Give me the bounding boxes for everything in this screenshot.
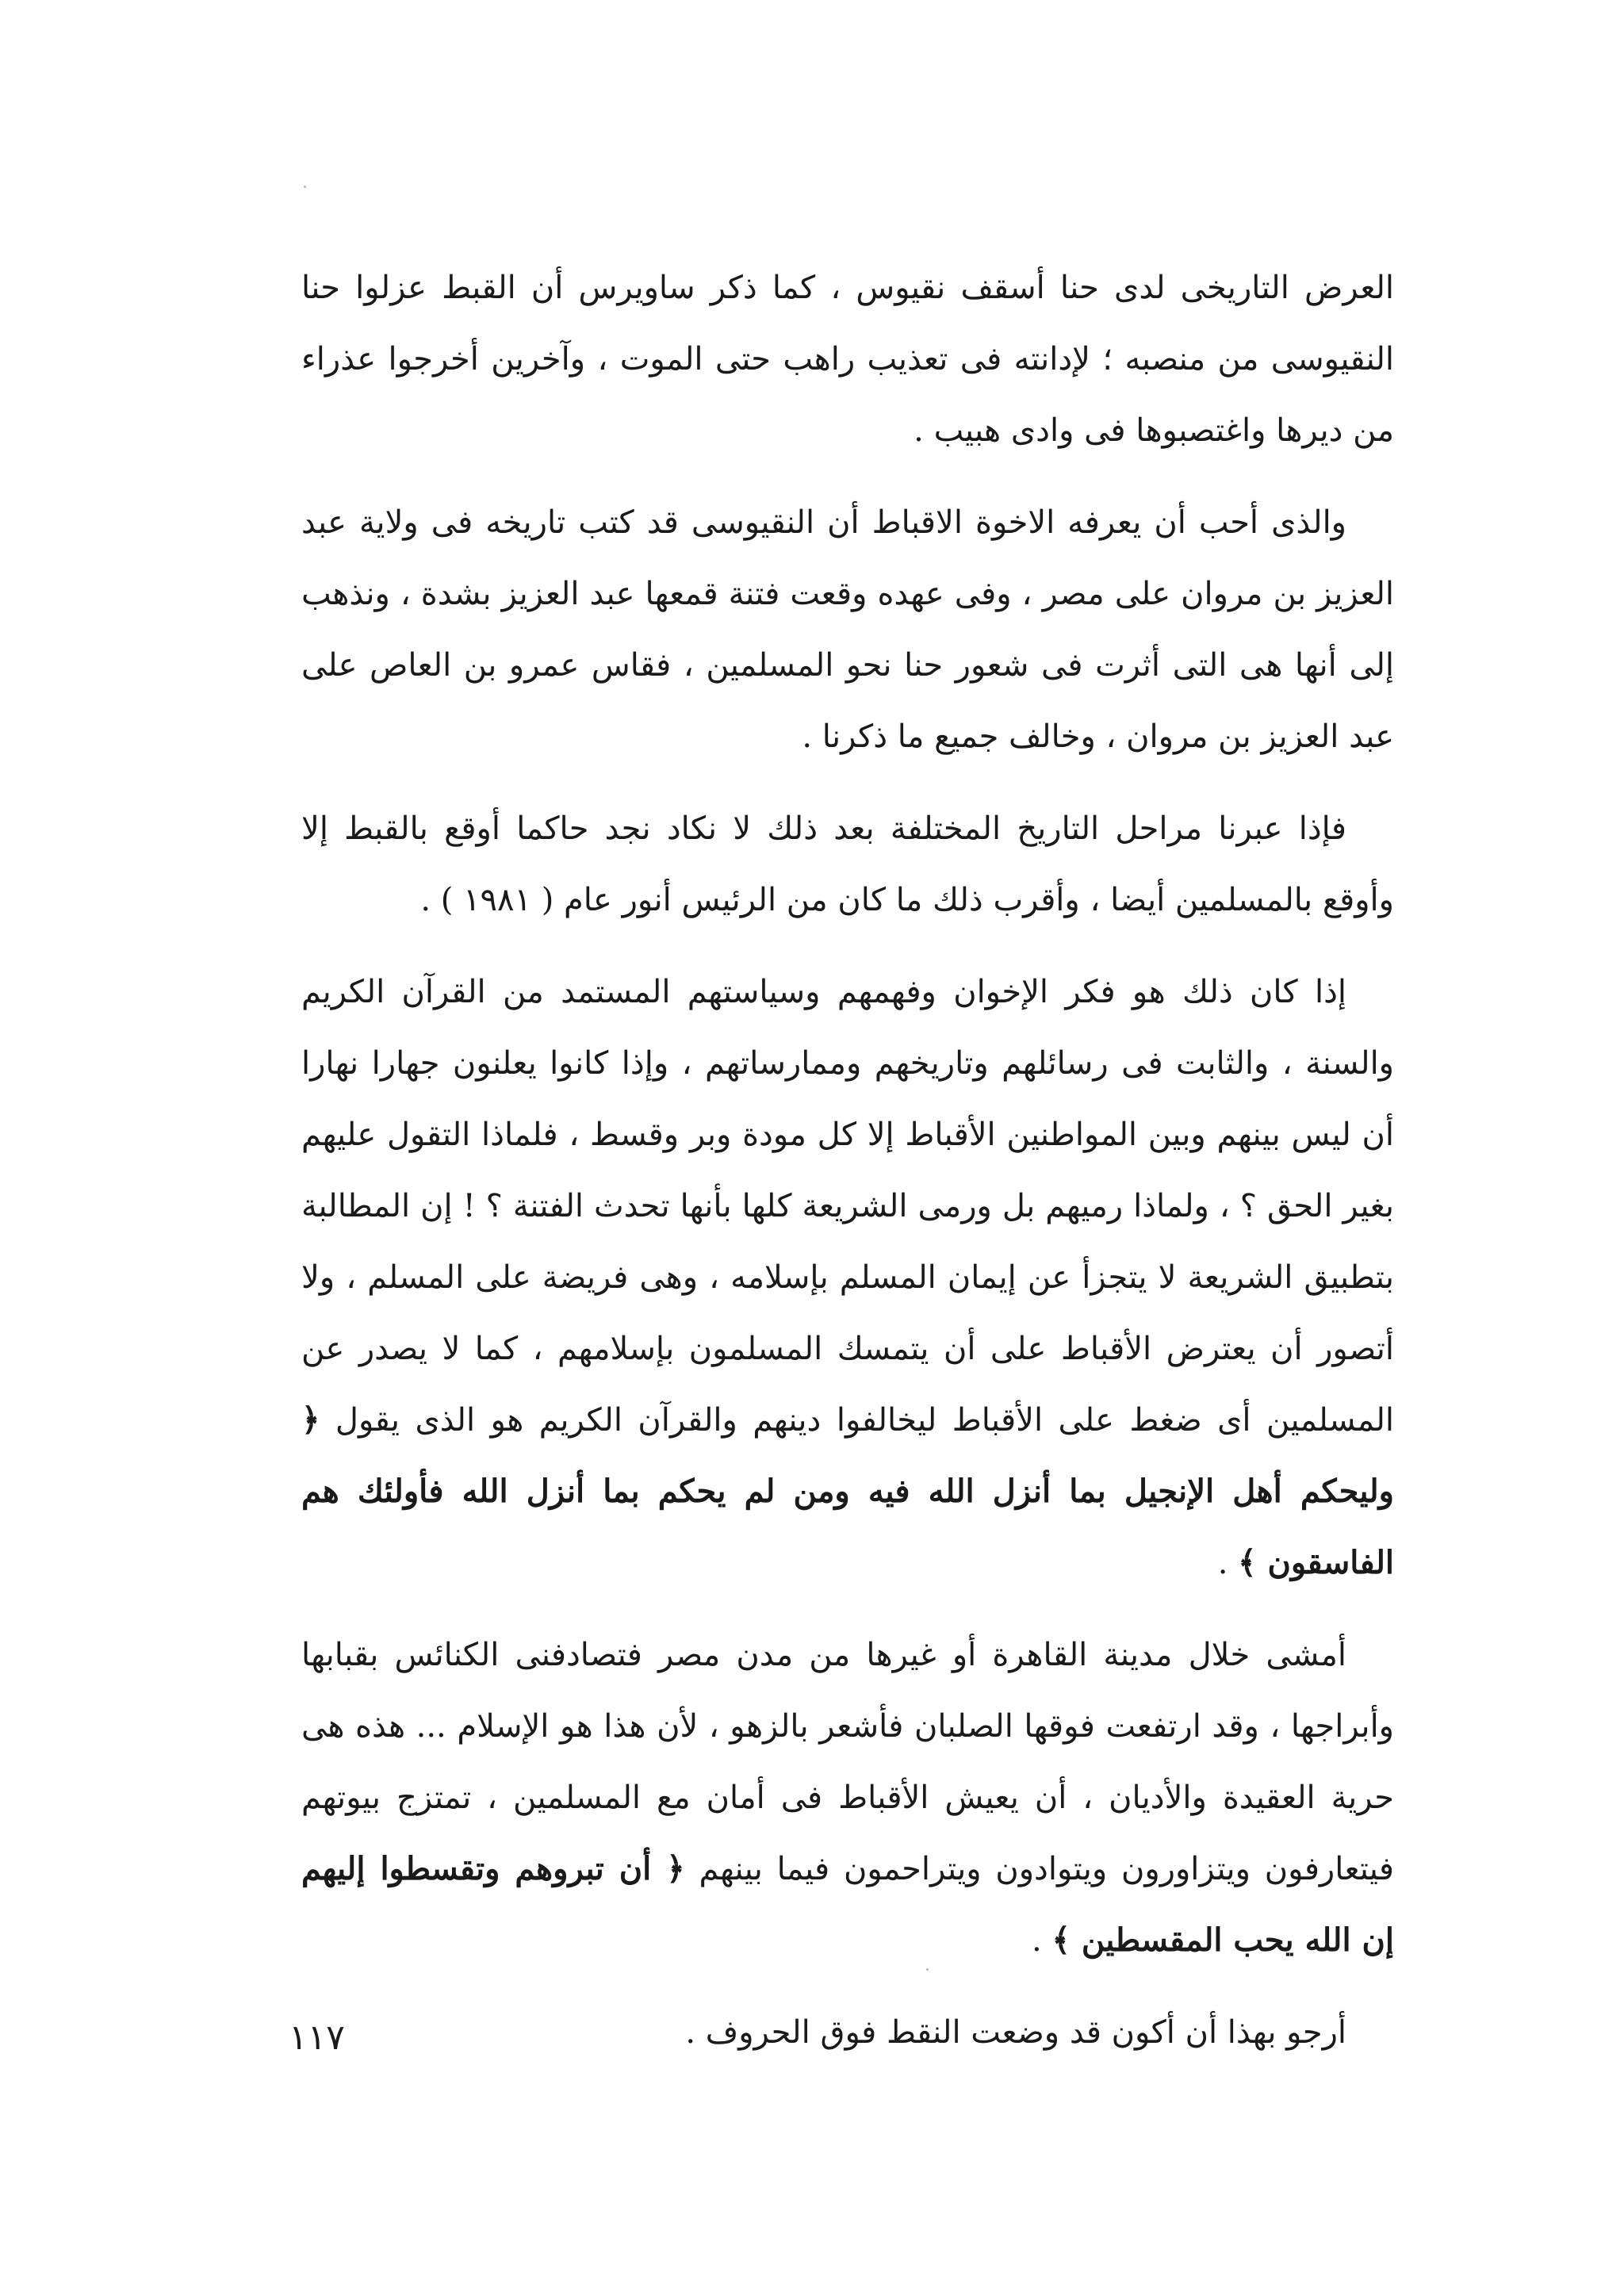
paragraph-3 <box>301 793 1394 936</box>
paragraph-2 <box>301 487 1394 772</box>
quote-end-mark: . <box>1032 1922 1052 1959</box>
paragraph-4-line-2: والسنة ، والثابت فى رسائلهم وتاريخهم وممارساتهم ، وإذا كانوا يعلنون جهارا نهارا <box>301 1045 1394 1082</box>
paragraph-6-line-1: أرجو بهذا أن أكون قد وضعت النقط فوق الحروف . <box>685 2014 1346 2051</box>
paragraph-1 <box>301 252 1394 466</box>
paragraph-4-line-4: بغير الحق ؟ ، ولماذا رميهم بل ورمى الشريعة كلها بأنها تحدث الفتنة ؟ ! إن المطالبة <box>301 1188 1394 1224</box>
paragraph-2-line-1: والذى أحب أن يعرفه الاخوة الاقباط أن النقيوسى قد كتب تاريخه فى ولاية <box>358 504 1347 541</box>
paragraph-2-line-4: على عبد العزيز بن مروان ، وخالف جميع ما ذكرنا . <box>301 647 1394 755</box>
paragraph-1-line-2: النقيوسى من منصبه ؛ لإدانته فى تعذيب راهب حتى الموت ، وآخرين أخرجوا عذراء <box>301 341 1394 377</box>
paragraph-5 <box>301 1619 1394 1976</box>
paragraph-5-line-2: وأبراجها ، وقد ارتفعت فوقها الصلبان فأشعر بالزهو ، لأن هذا هو الإسلام ... <box>416 1708 1394 1745</box>
paragraph-5-line-4: بيوتهم فيتعارفون ويتزاورون ويتوادون ويتراحمون فيما بينهم <box>301 1780 1394 1887</box>
paragraph-3-line-1: فإذا عبرنا مراحل التاريخ المختلفة بعد ذلك لا نكاد نجد حاكما أوقع بالقبط إلا <box>301 810 1346 847</box>
paragraph-4-line-3: أن ليس بينهم وبين المواطنين الأقباط إلا كل مودة وبر وقسط ، فلماذا التقول عليهم <box>301 1117 1394 1153</box>
paragraph-5-line-3: هذه هى حرية العقيدة والأديان ، أن يعيش الأقباط فى أمان مع المسلمين ، تمتزج <box>301 1708 1394 1816</box>
body-text <box>301 252 1394 2068</box>
paragraph-4-line-6: أتصور أن يعترض الأقباط على أن يتمسك المسلمون بإسلامهم ، كما لا يصدر عن <box>301 1331 1394 1367</box>
paragraph-2-line-2: عبد العزيز بن مروان على مصر ، وفى عهده وقعت فتنة قمعها عبد العزيز بشدة ، <box>301 504 1394 612</box>
quran-quote: ﴿ أن تبروهم وتقسطوا إليهم إن الله يحب المقسطين ﴾ <box>301 1850 1394 1959</box>
paragraph-5-line-1: أمشى خلال مدينة القاهرة أو غيرها من مدن مصر فتصادفنى الكنائس بقبابها <box>301 1637 1346 1673</box>
paragraph-4-line-1: إذا كان ذلك هو فكر الإخوان وفهمهم وسياستهم المستمد من القرآن الكريم <box>301 974 1346 1010</box>
quran-quote: ﴿ وليحكم أهل الإنجيل بما أنزل الله فيه ومن لم يحكم بما أنزل الله فأولئك هم الفاسقون ﴾ <box>301 1401 1394 1581</box>
paragraph-4 <box>301 956 1394 1599</box>
quote-end-mark: . <box>1217 1545 1239 1581</box>
scan-speck <box>304 186 306 188</box>
page-number: ١١٧ <box>289 2017 345 2058</box>
paragraph-1-line-1: العرض التاريخى لدى حنا أسقف نقيوس ، كما ذكر ساويرس أن القبط عزلوا حنا <box>301 270 1394 306</box>
paragraph-1-line-3: من ديرها واغتصبوها فى وادى هبيب . <box>914 412 1394 449</box>
paragraph-4-line-5: بتطبيق الشريعة لا يتجزأ عن إيمان المسلم بإسلامه ، وهى فريضة على المسلم ، ولا <box>301 1259 1394 1296</box>
paragraph-2-line-3: ونذهب إلى أنها هى التى أثرت فى شعور حنا نحو المسلمين ، فقاس عمرو بن العاص <box>301 576 1395 684</box>
paragraph-3-line-2: وأوقع بالمسلمين أيضا ، وأقرب ذلك ما كان من الرئيس أنور عام ( ١٩٨١ ) . <box>420 882 1394 918</box>
paragraph-6 <box>301 1997 1394 2068</box>
paragraph-4-line-7: المسلمين أى ضغط على الأقباط ليخالفوا دينهم والقرآن الكريم هو الذى يقول <box>335 1402 1394 1439</box>
